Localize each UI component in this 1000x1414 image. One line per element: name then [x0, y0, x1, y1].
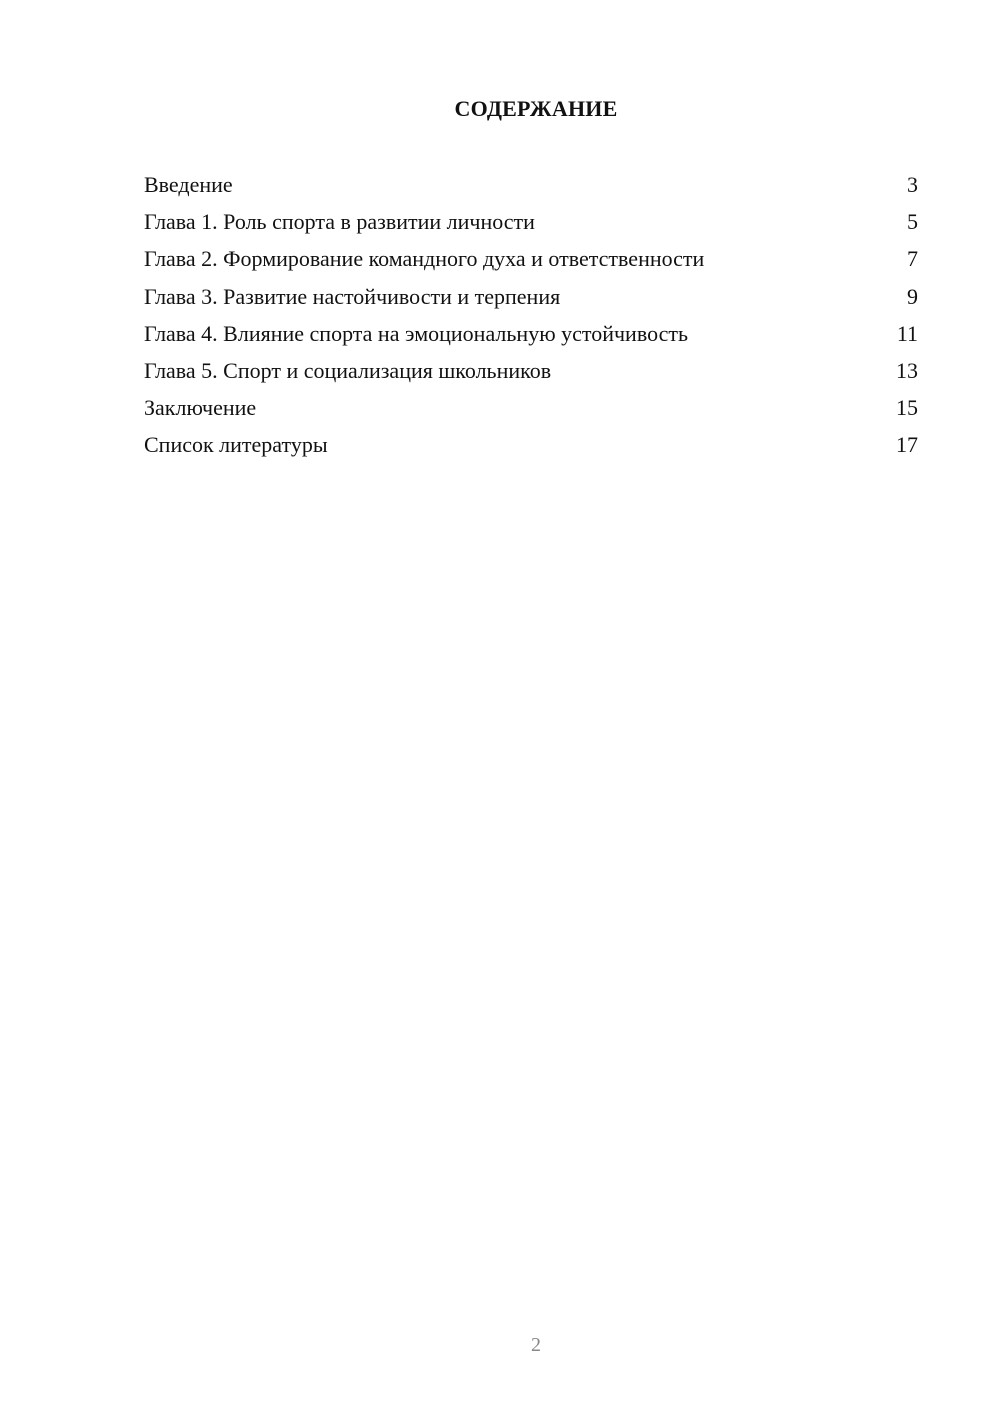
toc-entry-references[interactable]: [144, 430, 918, 467]
toc-entry-page: 7: [907, 246, 918, 272]
toc-entry-label: Глава 2. Формирование командного духа и ответственности: [144, 246, 705, 272]
toc-entry-label: Глава 3. Развитие настойчивости и терпения: [144, 283, 561, 309]
toc-entry-chapter-4[interactable]: [144, 319, 918, 356]
toc-entry-page: 5: [907, 209, 918, 235]
toc-entry-page: 11: [896, 320, 918, 346]
toc-entry-page: 9: [907, 283, 918, 309]
toc-entry-label: Глава 4. Влияние спорта на эмоциональную устойчивость: [144, 320, 689, 346]
toc-entry-label: Заключение: [144, 395, 257, 421]
toc-entry-conclusion[interactable]: [144, 393, 918, 430]
table-of-contents: [144, 170, 918, 468]
toc-entry-page: 17: [896, 432, 918, 458]
toc-entry-label: Введение: [144, 172, 233, 197]
toc-entry-page: 13: [896, 357, 918, 383]
toc-entry-chapter-2[interactable]: [144, 244, 918, 281]
toc-entry-label: Список литературы: [144, 432, 328, 458]
toc-entry-introduction[interactable]: [144, 170, 918, 207]
toc-entry-chapter-5[interactable]: [144, 356, 918, 393]
page-number: 2: [531, 1334, 541, 1356]
toc-entry-chapter-3[interactable]: [144, 282, 918, 319]
toc-entry-page: 15: [896, 395, 918, 421]
toc-entry-label: Глава 1. Роль спорта в развитии личности: [144, 209, 535, 235]
toc-entry-chapter-1[interactable]: [144, 207, 918, 244]
toc-title: СОДЕРЖАНИЕ: [454, 96, 618, 121]
toc-entry-label: Глава 5. Спорт и социализация школьников: [144, 357, 552, 383]
toc-entry-page: 3: [907, 172, 918, 197]
